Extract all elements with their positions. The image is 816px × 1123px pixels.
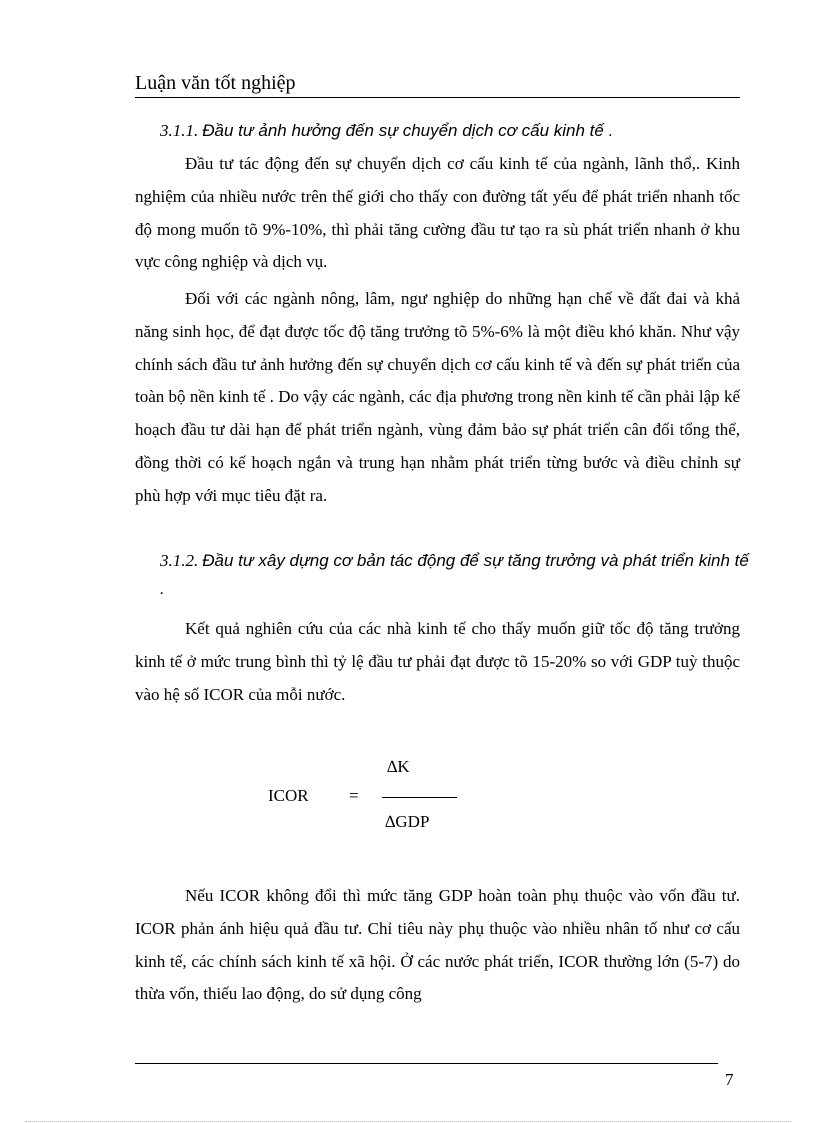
- section-heading-3-1-1: [160, 117, 740, 145]
- section-title: Đầu tư xây dựng cơ bản tác động để sự tăng trưởng và phát triển kinh tế .: [160, 551, 749, 598]
- section-heading-3-1-2: [160, 547, 750, 603]
- paragraph: Kết quả nghiên cứu của các nhà kinh tế cho thấy muốn giữ tốc độ tăng trưởng kinh tế ở mức trung bình thì tỷ lệ đầu tư phải đạt được tõ 15-20% so với GDP tuỳ thuộc vào hệ số ICOR của mỗi nước.: [135, 619, 740, 704]
- page-edge: [25, 1121, 791, 1122]
- fraction-bar: [382, 797, 457, 798]
- formula-numerator: ∆K: [387, 757, 410, 776]
- formula-equals: =: [349, 786, 359, 805]
- section-number: 3.1.2.: [160, 551, 199, 570]
- paragraph: Đầu tư tác động đến sự chuyển dịch cơ cấu kinh tế của ngành, lãnh thổ,. Kinh nghiệm của nhiều nước trên thế giới cho thấy con đường tất yếu để phát triển nhanh tốc độ mong muốn tõ 9%-10%, thì phải tăng cường đầu tư tạo ra sù phát triển nhanh ở khu vực công nghiệp và dịch vụ.: [135, 154, 740, 272]
- section-number: 3.1.1.: [160, 121, 199, 140]
- formula-lhs: ICOR: [268, 786, 309, 805]
- footer-divider: [135, 1063, 718, 1064]
- paragraph: Đối với các ngành nông, lâm, ngư nghiệp do những hạn chế về đất đai và khả năng sinh học, để đạt được tốc độ tăng trưởng tõ 5%-6% là một điều khó khăn. Như vậy chính sách đầu tư ảnh hưởng đến sự chuyển dịch cơ cấu kinh tế và đến sự phát triển của toàn bộ nền kinh tế . Do vậy các ngành, các địa phương trong nền kinh tế cần phải lập kế hoạch đầu tư dài hạn để phát triển ngành, vùng đảm bảo sự phát triển cân đối tổng thể, đồng thời có kế hoạch ngắn và trung hạn nhằm phát triển từng bước và điều chỉnh sự phù hợp với mục tiêu đặt ra.: [135, 289, 740, 505]
- paragraph: Nếu ICOR không đổi thì mức tăng GDP hoàn toàn phụ thuộc vào vốn đầu tư. ICOR phản ánh hiệu quả đầu tư. Chỉ tiêu này phụ thuộc vào nhiều nhân tố như cơ cấu kinh tế, các chính sách kinh tế xã hội. Ở các nước phát triển, ICOR thường lớn (5-7) do thừa vốn, thiếu lao động, do sử dụng công: [135, 886, 740, 1004]
- page-number: 7: [725, 1070, 734, 1089]
- running-header: Luận văn tốt nghiệp: [135, 70, 740, 98]
- formula-denominator: ∆GDP: [385, 812, 430, 831]
- section-title: Đầu tư ảnh hưởng đến sự chuyển dịch cơ cấu kinh tế .: [202, 121, 614, 140]
